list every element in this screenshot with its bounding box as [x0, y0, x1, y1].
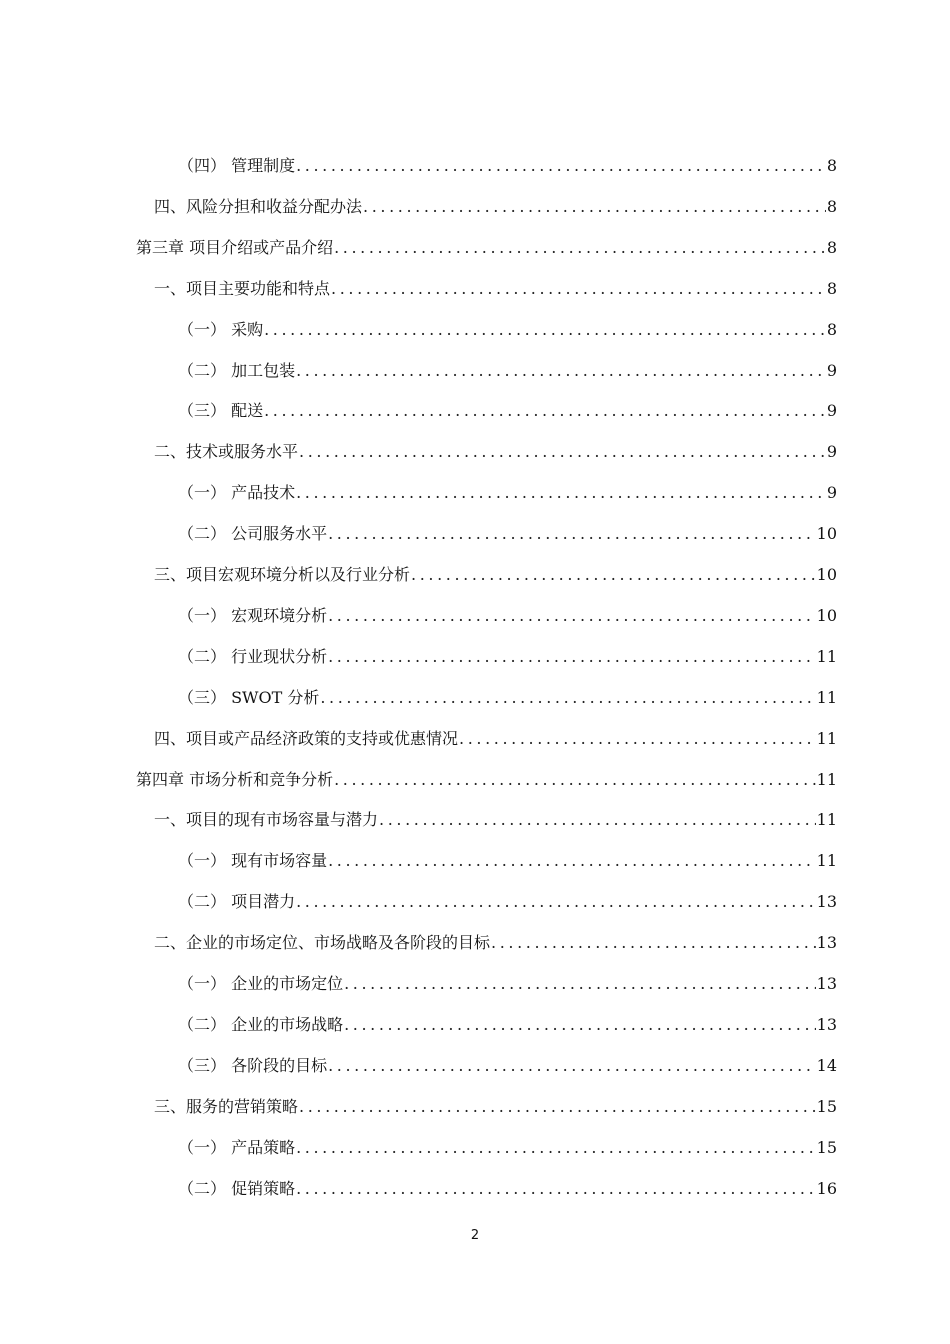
toc-entry-page: 11	[816, 769, 837, 789]
toc-leader-dots	[296, 1138, 816, 1158]
toc-entry-label: 一、项目主要功能和特点	[154, 278, 331, 298]
toc-entry-page: 13	[816, 1014, 837, 1034]
toc-entry-page: 13	[816, 892, 837, 912]
toc-entry-page: 15	[816, 1137, 837, 1157]
toc-entry-page: 9	[826, 483, 837, 503]
toc-entry[interactable]	[154, 923, 837, 953]
toc-leader-dots	[334, 238, 826, 258]
toc-entry-label: （二） 项目潜力	[178, 892, 296, 912]
toc-entry-page: 8	[826, 278, 837, 298]
toc-entry-page: 10	[816, 565, 837, 584]
toc-entry-label: 二、技术或服务水平	[154, 442, 299, 462]
toc-entry-page: 11	[816, 810, 837, 830]
toc-entry[interactable]	[178, 678, 837, 708]
toc-entry-label: （三） 各阶段的目标	[178, 1055, 328, 1075]
toc-entry-label: （二） 公司服务水平	[178, 524, 328, 544]
toc-entry[interactable]	[154, 1087, 837, 1117]
toc-entry-label: （一） 企业的市场定位	[178, 974, 344, 993]
toc-entry-page: 11	[816, 728, 837, 748]
toc-entry-label: 四、项目或产品经济政策的支持或优惠情况	[154, 728, 459, 748]
toc-entry[interactable]	[178, 514, 837, 544]
toc-leader-dots	[264, 401, 826, 421]
toc-entry[interactable]	[154, 269, 837, 299]
toc-entry[interactable]	[178, 146, 837, 176]
toc-leader-dots	[411, 565, 816, 585]
toc-entry[interactable]	[178, 310, 837, 340]
toc-entry-label: （一） 宏观环境分析	[178, 605, 328, 625]
toc-entry-page: 8	[826, 156, 837, 175]
toc-entry-label: （一） 现有市场容量	[178, 851, 328, 871]
toc-entry-label: （二） 加工包装	[178, 360, 296, 380]
toc-leader-dots	[328, 1056, 816, 1076]
toc-leader-dots	[328, 606, 816, 626]
toc-leader-dots	[328, 647, 816, 667]
toc-entry-label: （四） 管理制度	[178, 156, 296, 175]
toc-entry-label: 第四章 市场分析和竞争分析	[136, 769, 334, 789]
toc-entry[interactable]	[178, 1046, 837, 1076]
toc-leader-dots	[296, 361, 826, 381]
toc-entry-page: 10	[816, 605, 837, 625]
toc-entry-label: （二） 行业现状分析	[178, 646, 328, 666]
toc-leader-dots	[296, 483, 826, 503]
toc-entry[interactable]	[154, 432, 837, 462]
toc-entry[interactable]	[178, 637, 837, 667]
toc-leader-dots	[296, 156, 826, 176]
toc-entry[interactable]	[178, 1005, 837, 1035]
toc-entry[interactable]	[178, 473, 837, 503]
toc-entry[interactable]	[178, 1128, 837, 1158]
toc-leader-dots	[459, 729, 816, 749]
toc-entry-page: 16	[816, 1178, 837, 1198]
toc-entry[interactable]	[154, 187, 837, 217]
toc-entry[interactable]	[178, 1169, 837, 1199]
toc-entry-label: （一） 产品技术	[178, 483, 296, 503]
toc-leader-dots	[344, 974, 816, 994]
toc-entry-page: 9	[826, 442, 837, 462]
toc-leader-dots	[264, 320, 826, 340]
toc-entry-label: （三） SWOT 分析	[178, 687, 320, 707]
toc-entry-label: 二、企业的市场定位、市场战略及各阶段的目标	[154, 933, 491, 953]
toc-entry-label: 四、风险分担和收益分配办法	[154, 196, 363, 216]
toc-leader-dots	[328, 851, 816, 871]
toc-entry-page: 13	[816, 974, 837, 993]
toc-entry[interactable]	[178, 882, 837, 912]
toc-entry-label: （一） 产品策略	[178, 1137, 296, 1157]
toc-entry[interactable]	[178, 964, 837, 994]
toc-entry[interactable]	[178, 351, 837, 381]
toc-leader-dots	[296, 1179, 816, 1199]
toc-entry-page: 8	[826, 196, 837, 216]
toc-entry-page: 9	[826, 360, 837, 380]
toc-leader-dots	[299, 1097, 816, 1117]
toc-entry-label: 三、服务的营销策略	[154, 1096, 299, 1116]
toc-entry-page: 11	[816, 646, 837, 666]
toc-entry-page: 11	[816, 851, 837, 871]
toc-leader-dots	[344, 1015, 816, 1035]
page-number: 2	[470, 1228, 480, 1243]
toc-leader-dots	[299, 442, 826, 462]
toc-leader-dots	[334, 770, 816, 790]
toc-entry-label: 第三章 项目介绍或产品介绍	[136, 237, 334, 257]
toc-entry[interactable]	[154, 800, 837, 830]
toc-entry-page: 15	[816, 1096, 837, 1116]
toc-leader-dots	[320, 688, 815, 708]
toc-entry[interactable]	[154, 555, 837, 585]
toc-entry[interactable]	[178, 596, 837, 626]
toc-leader-dots	[363, 197, 826, 217]
toc-leader-dots	[328, 524, 816, 544]
toc-leader-dots	[379, 810, 816, 830]
toc-leader-dots	[296, 892, 816, 912]
toc-entry-page: 8	[826, 237, 837, 257]
toc-entry-page: 8	[826, 319, 837, 339]
toc-entry-label: 一、项目的现有市场容量与潜力	[154, 810, 379, 830]
toc-entry-page: 14	[816, 1055, 837, 1075]
toc-entry[interactable]	[136, 228, 837, 258]
toc-entry[interactable]	[136, 760, 837, 790]
toc-entry-label: （三） 配送	[178, 401, 264, 421]
toc-entry-page: 9	[826, 401, 837, 421]
toc-entry-label: （二） 企业的市场战略	[178, 1014, 344, 1034]
toc-entry-page: 13	[816, 933, 837, 953]
toc-leader-dots	[491, 933, 816, 953]
toc-entry-label: （一） 采购	[178, 319, 264, 339]
toc-entry-label: （二） 促销策略	[178, 1178, 296, 1198]
toc-entry-label: 三、项目宏观环境分析以及行业分析	[154, 565, 411, 584]
toc-entry-page: 10	[816, 524, 837, 544]
toc-entry[interactable]	[154, 719, 837, 749]
toc-leader-dots	[331, 279, 826, 299]
toc-entry-page: 11	[816, 687, 837, 707]
toc-entry[interactable]	[178, 391, 837, 421]
toc-entry[interactable]	[178, 841, 837, 871]
